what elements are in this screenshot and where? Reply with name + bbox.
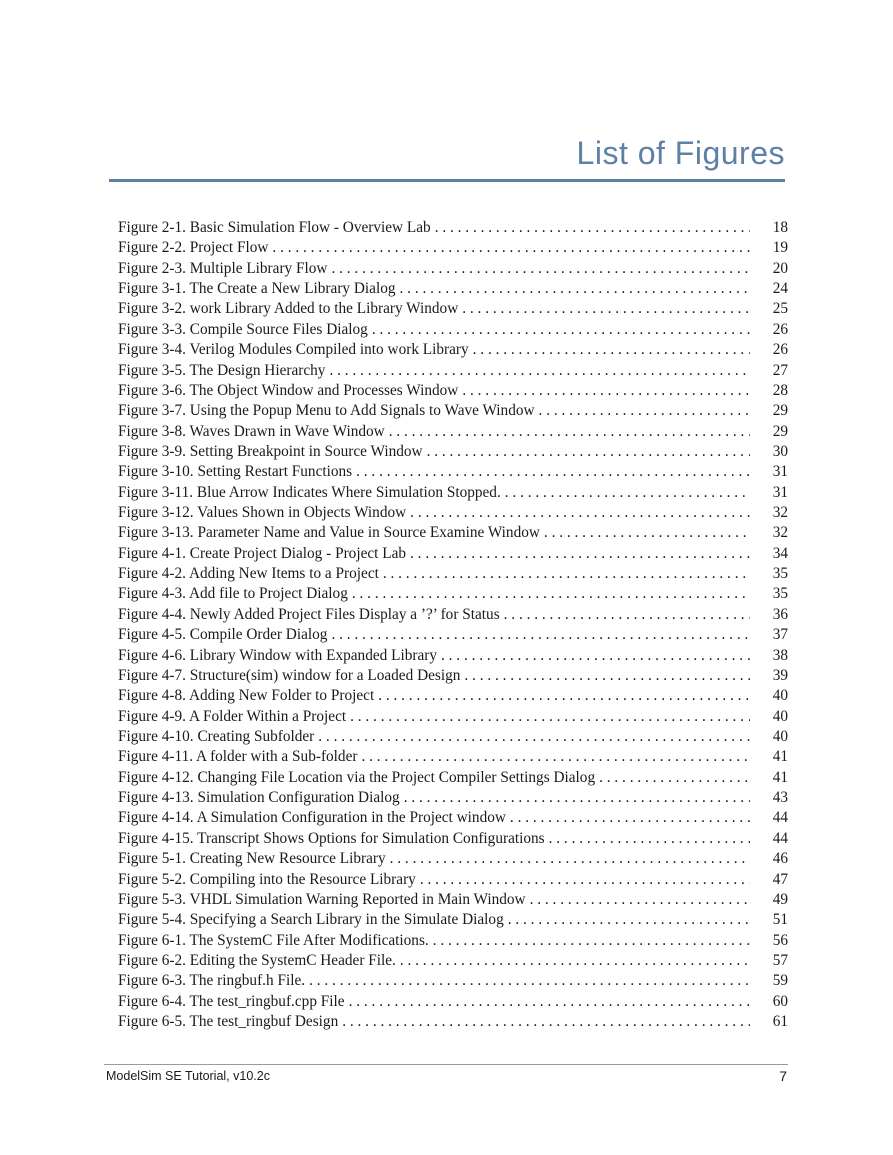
figure-page-number: 24 [772, 280, 788, 298]
figure-title: Figure 4-3. Add file to Project Dialog [118, 585, 348, 603]
toc-entry[interactable] [118, 890, 788, 910]
footer-divider [104, 1064, 788, 1065]
toc-entry[interactable] [118, 707, 788, 727]
figure-title: Figure 3-4. Verilog Modules Compiled into work Library [118, 341, 469, 359]
figure-page-number: 31 [772, 483, 788, 501]
dot-leader [464, 666, 750, 686]
toc-entry[interactable] [118, 849, 788, 869]
list-of-figures [118, 218, 788, 1032]
figure-title: Figure 5-3. VHDL Simulation Warning Reported in Main Window [118, 890, 526, 908]
dot-leader [389, 422, 750, 442]
dot-leader [435, 218, 750, 238]
dot-leader [390, 849, 750, 869]
toc-entry[interactable] [118, 320, 788, 340]
figure-title: Figure 3-3. Compile Source Files Dialog [118, 320, 368, 338]
figure-title: Figure 4-5. Compile Order Dialog [118, 626, 328, 644]
toc-entry[interactable] [118, 808, 788, 828]
figure-title: Figure 4-12. Changing File Location via the Project Compiler Settings Dialog [118, 768, 596, 786]
dot-leader [544, 523, 750, 543]
toc-entry[interactable] [118, 1012, 788, 1032]
figure-page-number: 57 [772, 951, 788, 969]
toc-entry[interactable] [118, 646, 788, 666]
figure-page-number: 18 [772, 219, 788, 236]
dot-leader [356, 462, 750, 482]
dot-leader [505, 483, 750, 503]
figure-title: Figure 3-5. The Design Hierarchy [118, 361, 326, 379]
figure-page-number: 26 [772, 341, 788, 359]
toc-entry[interactable] [118, 238, 788, 258]
dot-leader [383, 564, 750, 584]
figure-page-number: 31 [772, 463, 788, 481]
dot-leader [331, 259, 750, 279]
dot-leader [404, 788, 750, 808]
toc-entry[interactable] [118, 218, 788, 238]
figure-title: Figure 4-14. A Simulation Configuration in the Project window [118, 809, 506, 827]
title-divider [109, 179, 785, 182]
dot-leader [539, 401, 750, 421]
figure-title: Figure 5-4. Specifying a Search Library in the Simulate Dialog [118, 911, 504, 929]
figure-title: Figure 6-5. The test_ringbuf Design [118, 1013, 339, 1031]
dot-leader [372, 320, 750, 340]
dot-leader [361, 747, 750, 767]
dot-leader [473, 340, 750, 360]
toc-entry[interactable] [118, 971, 788, 991]
footer-document-title: ModelSim SE Tutorial, v10.2c [106, 1069, 270, 1083]
figure-title: Figure 4-2. Adding New Items to a Project [118, 565, 379, 583]
toc-entry[interactable] [118, 768, 788, 788]
toc-entry[interactable] [118, 686, 788, 706]
dot-leader [427, 442, 750, 462]
figure-page-number: 32 [772, 524, 788, 542]
toc-entry[interactable] [118, 992, 788, 1012]
toc-entry[interactable] [118, 361, 788, 381]
figure-title: Figure 4-1. Create Project Dialog - Project Lab [118, 544, 407, 562]
dot-leader [549, 829, 750, 849]
figure-title: Figure 3-6. The Object Window and Processes Window [118, 381, 459, 399]
figure-page-number: 34 [772, 544, 788, 562]
figure-title: Figure 3-10. Setting Restart Functions [118, 463, 353, 481]
figure-page-number: 38 [772, 646, 788, 664]
toc-entry[interactable] [118, 401, 788, 421]
figure-page-number: 40 [772, 727, 788, 745]
figure-title: Figure 6-1. The SystemC File After Modifications. [118, 931, 429, 949]
figure-page-number: 61 [772, 1013, 788, 1031]
toc-entry[interactable] [118, 625, 788, 645]
toc-entry[interactable] [118, 584, 788, 604]
figure-page-number: 41 [772, 748, 788, 766]
dot-leader [420, 870, 750, 890]
figure-page-number: 39 [772, 666, 788, 684]
figure-page-number: 26 [772, 320, 788, 338]
dot-leader [462, 381, 750, 401]
dot-leader [400, 279, 750, 299]
figure-page-number: 20 [772, 259, 788, 277]
toc-entry[interactable] [118, 279, 788, 299]
figure-page-number: 44 [772, 829, 788, 847]
figure-title: Figure 4-15. Transcript Shows Options for Simulation Configurations [118, 829, 545, 847]
figure-page-number: 49 [772, 890, 788, 908]
toc-entry[interactable] [118, 666, 788, 686]
figure-title: Figure 4-11. A folder with a Sub-folder [118, 748, 358, 766]
figure-page-number: 19 [772, 239, 788, 257]
toc-entry[interactable] [118, 381, 788, 401]
toc-entry[interactable] [118, 442, 788, 462]
figure-title: Figure 4-10. Creating Subfolder [118, 727, 315, 745]
dot-leader [350, 707, 750, 727]
figure-title: Figure 6-4. The test_ringbuf.cpp File [118, 992, 345, 1010]
figure-page-number: 51 [772, 911, 788, 929]
page-title: List of Figures [576, 135, 785, 171]
figure-page-number: 40 [772, 707, 788, 725]
toc-entry[interactable] [118, 788, 788, 808]
figure-title: Figure 3-2. work Library Added to the Library Window [118, 300, 459, 318]
toc-entry[interactable] [118, 870, 788, 890]
dot-leader [504, 605, 750, 625]
toc-entry[interactable] [118, 483, 788, 503]
figure-page-number: 60 [772, 992, 788, 1010]
figure-page-number: 29 [772, 422, 788, 440]
dot-leader [530, 890, 750, 910]
dot-leader [309, 971, 750, 991]
toc-entry[interactable] [118, 523, 788, 543]
figure-title: Figure 6-3. The ringbuf.h File. [118, 972, 306, 990]
figure-page-number: 36 [772, 605, 788, 623]
dot-leader [342, 1012, 750, 1032]
figure-title: Figure 3-13. Parameter Name and Value in Source Examine Window [118, 524, 540, 542]
figure-page-number: 25 [772, 300, 788, 318]
figure-page-number: 30 [772, 442, 788, 460]
dot-leader [272, 238, 750, 258]
dot-leader [508, 910, 750, 930]
figure-title: Figure 2-2. Project Flow [118, 239, 269, 257]
toc-entry[interactable] [118, 259, 788, 279]
dot-leader [318, 727, 750, 747]
figure-page-number: 35 [772, 585, 788, 603]
figure-title: Figure 3-9. Setting Breakpoint in Source Window [118, 442, 423, 460]
dot-leader [378, 686, 750, 706]
figure-title: Figure 6-2. Editing the SystemC Header File. [118, 951, 396, 969]
figure-title: Figure 2-3. Multiple Library Flow [118, 259, 328, 277]
dot-leader [331, 625, 750, 645]
figure-page-number: 29 [772, 402, 788, 420]
figure-page-number: 28 [772, 381, 788, 399]
dot-leader [410, 503, 750, 523]
dot-leader [433, 931, 750, 951]
figure-page-number: 41 [772, 768, 788, 786]
toc-entry[interactable] [118, 564, 788, 584]
figure-page-number: 35 [772, 565, 788, 583]
toc-entry[interactable] [118, 544, 788, 564]
figure-title: Figure 3-12. Values Shown in Objects Window [118, 504, 407, 522]
toc-entry[interactable] [118, 462, 788, 482]
toc-entry[interactable] [118, 931, 788, 951]
toc-entry[interactable] [118, 299, 788, 319]
toc-entry[interactable] [118, 422, 788, 442]
toc-entry[interactable] [118, 829, 788, 849]
toc-entry[interactable] [118, 727, 788, 747]
figure-page-number: 37 [772, 626, 788, 644]
figure-title: Figure 2-1. Basic Simulation Flow - Overview Lab [118, 219, 431, 236]
figure-title: Figure 4-6. Library Window with Expanded Library [118, 646, 437, 664]
toc-entry[interactable] [118, 340, 788, 360]
figure-page-number: 43 [772, 789, 788, 807]
figure-page-number: 56 [772, 931, 788, 949]
dot-leader [352, 584, 750, 604]
dot-leader [510, 808, 750, 828]
figure-page-number: 47 [772, 870, 788, 888]
toc-entry[interactable] [118, 605, 788, 625]
figure-page-number: 46 [772, 850, 788, 868]
dot-leader [410, 544, 750, 564]
dot-leader [400, 951, 750, 971]
dot-leader [329, 361, 750, 381]
toc-entry[interactable] [118, 951, 788, 971]
figure-page-number: 44 [772, 809, 788, 827]
figure-page-number: 27 [772, 361, 788, 379]
figure-title: Figure 3-8. Waves Drawn in Wave Window [118, 422, 385, 440]
figure-title: Figure 3-7. Using the Popup Menu to Add Signals to Wave Window [118, 402, 535, 420]
figure-title: Figure 3-1. The Create a New Library Dialog [118, 280, 396, 298]
toc-entry[interactable] [118, 910, 788, 930]
dot-leader [441, 646, 750, 666]
figure-page-number: 32 [772, 504, 788, 522]
figure-title: Figure 4-9. A Folder Within a Project [118, 707, 347, 725]
figure-page-number: 59 [772, 972, 788, 990]
toc-entry[interactable] [118, 503, 788, 523]
toc-entry[interactable] [118, 747, 788, 767]
figure-title: Figure 4-8. Adding New Folder to Project [118, 687, 375, 705]
figure-title: Figure 3-11. Blue Arrow Indicates Where Simulation Stopped. [118, 483, 501, 501]
figure-title: Figure 4-13. Simulation Configuration Dialog [118, 789, 400, 807]
figure-title: Figure 5-1. Creating New Resource Library [118, 850, 386, 868]
dot-leader [349, 992, 750, 1012]
dot-leader [462, 299, 750, 319]
figure-page-number: 40 [772, 687, 788, 705]
footer-page-number: 7 [779, 1068, 787, 1084]
figure-title: Figure 4-4. Newly Added Project Files Display a ’?’ for Status [118, 605, 500, 623]
dot-leader [599, 768, 750, 788]
figure-title: Figure 5-2. Compiling into the Resource Library [118, 870, 416, 888]
figure-title: Figure 4-7. Structure(sim) window for a Loaded Design [118, 666, 461, 684]
